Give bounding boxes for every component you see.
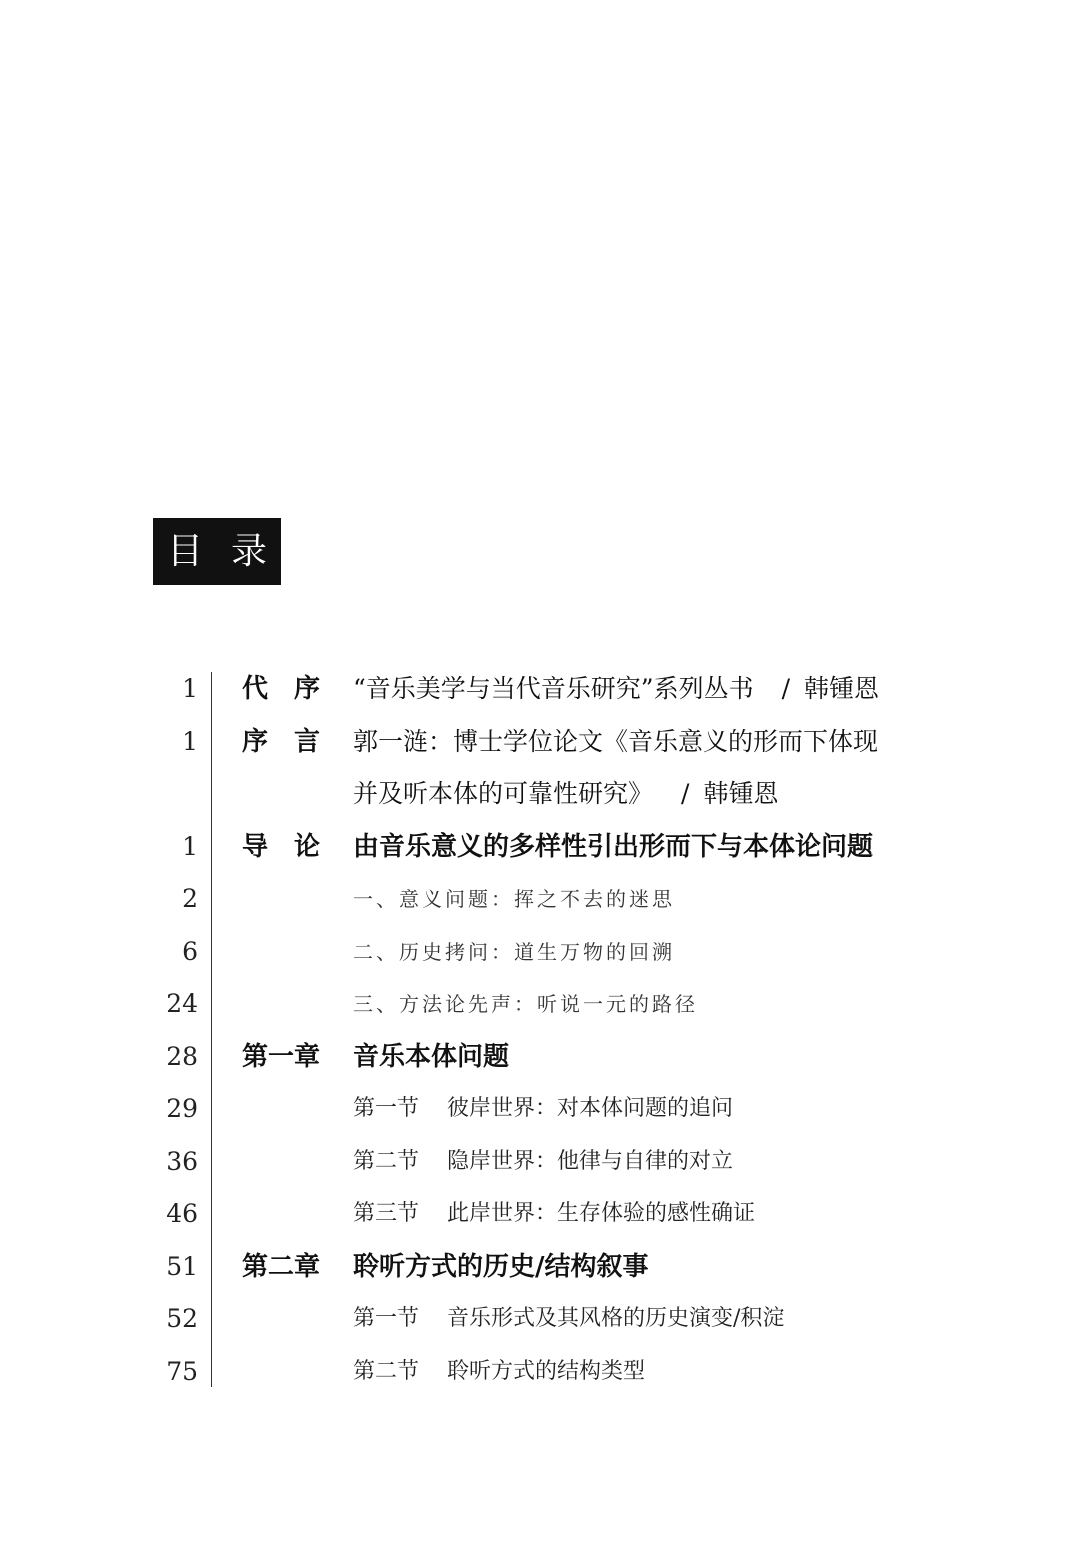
page-number: 24 — [166, 989, 198, 1018]
page-number: 1 — [182, 831, 198, 861]
page-number: 1 — [182, 726, 198, 756]
section-label: 第二节 — [353, 1148, 420, 1174]
chapter-title: 音乐本体问题 — [353, 1041, 510, 1072]
page-number: 29 — [166, 1094, 198, 1123]
page-number: 75 — [166, 1356, 198, 1386]
page-number: 1 — [182, 674, 198, 703]
section-entry — [353, 1293, 784, 1346]
section-label: 第二节 — [353, 1358, 420, 1384]
toc-row-intro-part-1[interactable] — [0, 873, 1080, 926]
chapter-label: 第二章 — [242, 1251, 321, 1282]
entry-title: 二、历史拷问：道生万物的回溯 — [353, 939, 675, 964]
page-number: 52 — [166, 1304, 198, 1333]
entry-title: 郭一涟：博士学位论文《音乐意义的形而下体现 — [353, 726, 879, 756]
author: 韩锺恩 — [804, 674, 880, 703]
page-number: 51 — [166, 1251, 198, 1281]
page-number: 2 — [182, 884, 198, 913]
entry-title: “音乐美学与当代音乐研究”系列丛书 / 韩锺恩 — [353, 674, 880, 703]
toc-row-chapter-1[interactable] — [0, 1031, 1080, 1084]
page-number: 36 — [166, 1146, 198, 1176]
toc-row-ch1-sec-3[interactable] — [0, 1188, 1080, 1241]
toc-title-char-1: 目 — [166, 530, 203, 572]
section-title: 隐岸世界：他律与自律的对立 — [447, 1148, 734, 1174]
page-number: 46 — [166, 1199, 198, 1228]
section-entry — [353, 1188, 755, 1241]
toc-row-ch2-sec-1[interactable] — [0, 1293, 1080, 1346]
page-number: 28 — [166, 1041, 198, 1071]
toc-row-ch1-sec-1[interactable] — [0, 1083, 1080, 1136]
section-label: 第一节 — [353, 1306, 420, 1331]
entry-label: 序 言 — [242, 726, 321, 757]
section-entry — [353, 1346, 645, 1399]
author: 韩锺恩 — [703, 779, 779, 808]
entry-title-continued: 并及听本体的可靠性研究》 / 韩锺恩 — [353, 779, 779, 808]
section-title: 彼岸世界：对本体问题的追问 — [447, 1096, 734, 1121]
toc-row-introduction[interactable] — [0, 821, 1080, 874]
page-number: 6 — [182, 936, 198, 966]
toc-row-foreword[interactable] — [0, 716, 1080, 769]
chapter-label: 第一章 — [242, 1041, 321, 1072]
toc-row-ch2-sec-2[interactable] — [0, 1346, 1080, 1399]
entry-title: 由音乐意义的多样性引出形而下与本体论问题 — [353, 831, 874, 862]
toc-title-char-2: 录 — [231, 530, 268, 572]
section-title: 此岸世界：生存体验的感性确证 — [447, 1201, 756, 1226]
table-of-contents — [0, 663, 1080, 1398]
toc-row-intro-part-3[interactable] — [0, 978, 1080, 1031]
toc-row-ch1-sec-2[interactable] — [0, 1136, 1080, 1189]
section-entry — [353, 1136, 733, 1189]
entry-title: 一、意义问题：挥之不去的迷思 — [353, 887, 675, 911]
section-title: 音乐形式及其风格的历史演变/积淀 — [447, 1306, 785, 1331]
entry-title: 三、方法论先声：听说一元的路径 — [353, 992, 698, 1016]
section-label: 第三节 — [353, 1201, 420, 1226]
toc-title — [153, 518, 281, 585]
section-label: 第一节 — [353, 1096, 420, 1121]
entry-label: 导 论 — [242, 831, 321, 862]
toc-row-chapter-2[interactable] — [0, 1241, 1080, 1294]
section-entry — [353, 1083, 733, 1136]
section-title: 聆听方式的结构类型 — [447, 1358, 646, 1384]
chapter-title: 聆听方式的历史/结构叙事 — [353, 1251, 649, 1282]
toc-row-foreword-continued[interactable] — [0, 768, 1080, 821]
toc-row-intro-part-2[interactable] — [0, 926, 1080, 979]
entry-label: 代 序 — [242, 674, 321, 704]
toc-row-preface-series[interactable] — [0, 663, 1080, 716]
